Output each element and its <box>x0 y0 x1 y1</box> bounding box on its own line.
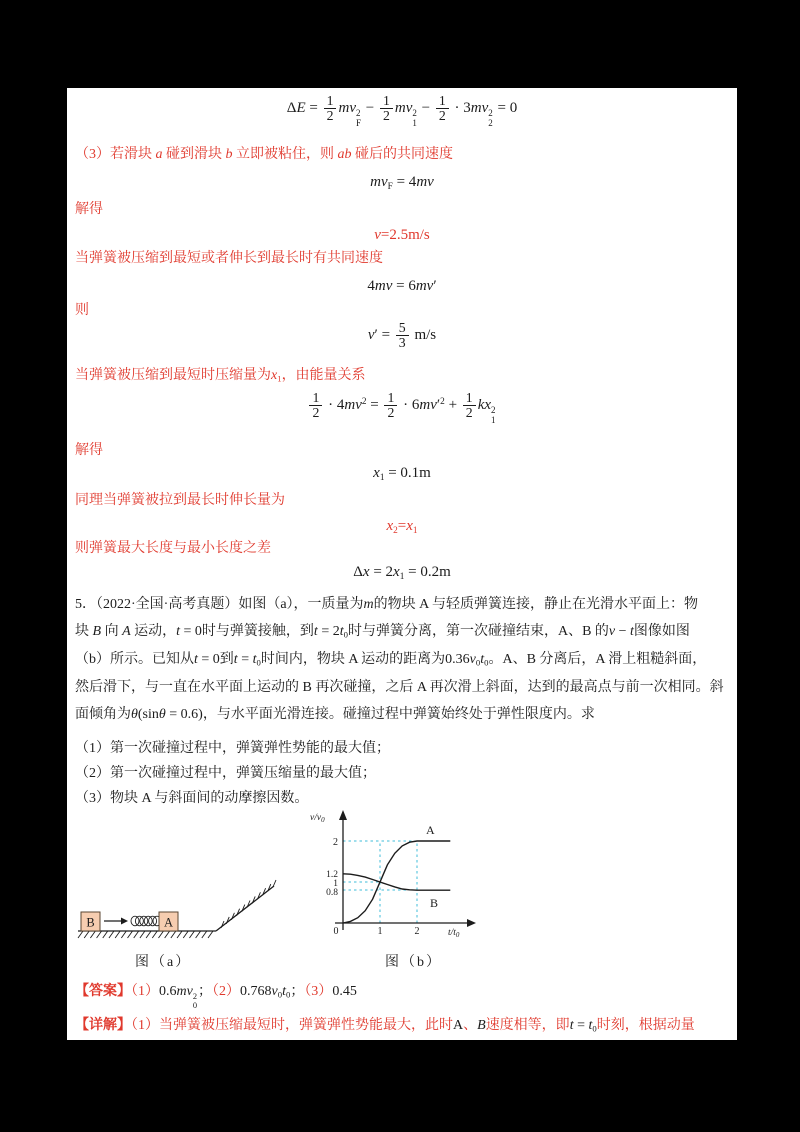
document-page <box>67 88 737 1040</box>
formula-v-2-5: v=2.5m/s <box>374 227 430 243</box>
problem5-paragraph-line-5: 面倾角为θ(sinθ = 0.6)，与水平面光滑连接。碰撞过程中弹簧始终处于弹性限度内。求 <box>75 707 595 722</box>
ytick-2: 2 <box>333 837 338 848</box>
solution-step-stretch: 同理当弹簧被拉到最长时伸长量为 <box>75 493 285 508</box>
block-a-label: A <box>163 915 174 930</box>
solution-step-compression: 当弹簧被压缩到最短时压缩量为x1，由能量关系 <box>75 368 366 384</box>
ground-hatching <box>78 931 213 938</box>
block-b-label: B <box>86 915 95 930</box>
curve-A <box>343 841 450 923</box>
problem5-paragraph-line-1: 5．（2022·全国·高考真题）如图（a），一质量为m的物块 A 与轻质弹簧连接，静止在光滑水平面上：物 <box>75 597 699 612</box>
incline-line <box>216 886 274 931</box>
spring-coil <box>131 916 161 926</box>
ytick-1-2: 1.2 <box>326 870 338 880</box>
formula-v-prime-5-3: v′ = $\frac{5}{3}$ m/s <box>367 320 437 351</box>
solution-step-stick-together: （3）若滑块 a 碰到滑块 b 立即被粘住，则 ab 碰后的共同速度 <box>75 147 453 162</box>
formula-4mv-6mv: 4mv = 6mv′ <box>367 278 437 294</box>
solution-step-spring-common: 当弹簧被压缩到最短或者伸长到最长时有共同速度 <box>75 251 383 266</box>
formula-x2-equals-x1: x2=x1 <box>386 518 418 536</box>
formula-momentum-common: mvF = 4mv <box>370 174 434 192</box>
label-then: 则 <box>75 303 89 318</box>
label-solve-1: 解得 <box>75 202 103 217</box>
solution-step-length-diff: 则弹簧最大长度与最小长度之差 <box>75 541 271 556</box>
ytick-0-8: 0.8 <box>326 888 338 898</box>
xtick-2: 2 <box>414 926 420 937</box>
velocity-arrow-head <box>121 918 128 925</box>
problem5-question-2: （2）第一次碰撞过程中，弹簧压缩量的最大值； <box>75 766 376 781</box>
figure-a-caption: 图（a） <box>135 955 192 970</box>
answer-line: 【答案】（1）0.6mv 2 0 ；（2）0.768v0t0；（3）0.45 <box>75 984 357 1011</box>
xtick-1: 1 <box>377 926 383 937</box>
curve-B <box>343 874 450 890</box>
problem5-paragraph-line-4: 然后滑下，与一直在水平面上运动的 B 再次碰撞，之后 A 再次滑上斜面，达到的最高点与前一次相同。斜 <box>75 680 724 695</box>
problem5-paragraph-line-3: （b）所示。已知从t = 0到t = t0时间内，物块 A 运动的距离为0.36v0t0。A、B 分离后，A 滑上粗糙斜面， <box>75 652 707 668</box>
ytick-1: 1 <box>333 879 338 889</box>
detail-explanation-line: 【详解】（1）当弹簧被压缩最短时，弹簧弹性势能最大，此时A、B速度相等，即t = t0时刻，根据动量 <box>75 1018 695 1034</box>
x-axis-label: $t/t_0$ <box>448 928 460 939</box>
y-axis-label: $v/v_0$ <box>310 813 325 824</box>
series-A-label: A <box>426 823 435 837</box>
xtick-0: 0 <box>333 926 339 937</box>
formula-energy-balance: $\frac{1}{2}$ · $4mv^2$ = $\frac{1}{2}$ · $6mv'^2$ + $\frac{1}{2}$ kx 2 1 <box>67 391 737 426</box>
label-solve-2: 解得 <box>75 443 103 458</box>
figure-b-graph <box>308 806 483 941</box>
problem5-paragraph-line-2: 块 B 向 A 运动，t = 0时与弹簧接触，到t = 2t0时与弹簧分离，第一次碰撞结束，A、B 的v − t图像如图 <box>75 624 690 640</box>
y-axis-arrow <box>339 810 347 820</box>
formula-energy-difference: ΔE = $\frac{1}{2}$ mv 2 F − $\frac{1}{2}$ mv 2 1 − $\frac{1}{2}$ · 3mv 2 2 = 0 <box>286 93 518 129</box>
series-B-label: B <box>430 896 439 910</box>
formula-x1-result: x1 = 0.1m <box>373 465 431 483</box>
problem5-question-3: （3）物块 A 与斜面间的动摩擦因数。 <box>75 791 309 806</box>
figure-b-caption: 图（b） <box>385 955 442 970</box>
formula-delta-x-result: Δx = 2x1 = 0.2m <box>353 564 451 582</box>
x-axis-arrow <box>467 919 476 927</box>
problem5-question-1: （1）第一次碰撞过程中，弹簧弹性势能的最大值； <box>75 741 390 756</box>
